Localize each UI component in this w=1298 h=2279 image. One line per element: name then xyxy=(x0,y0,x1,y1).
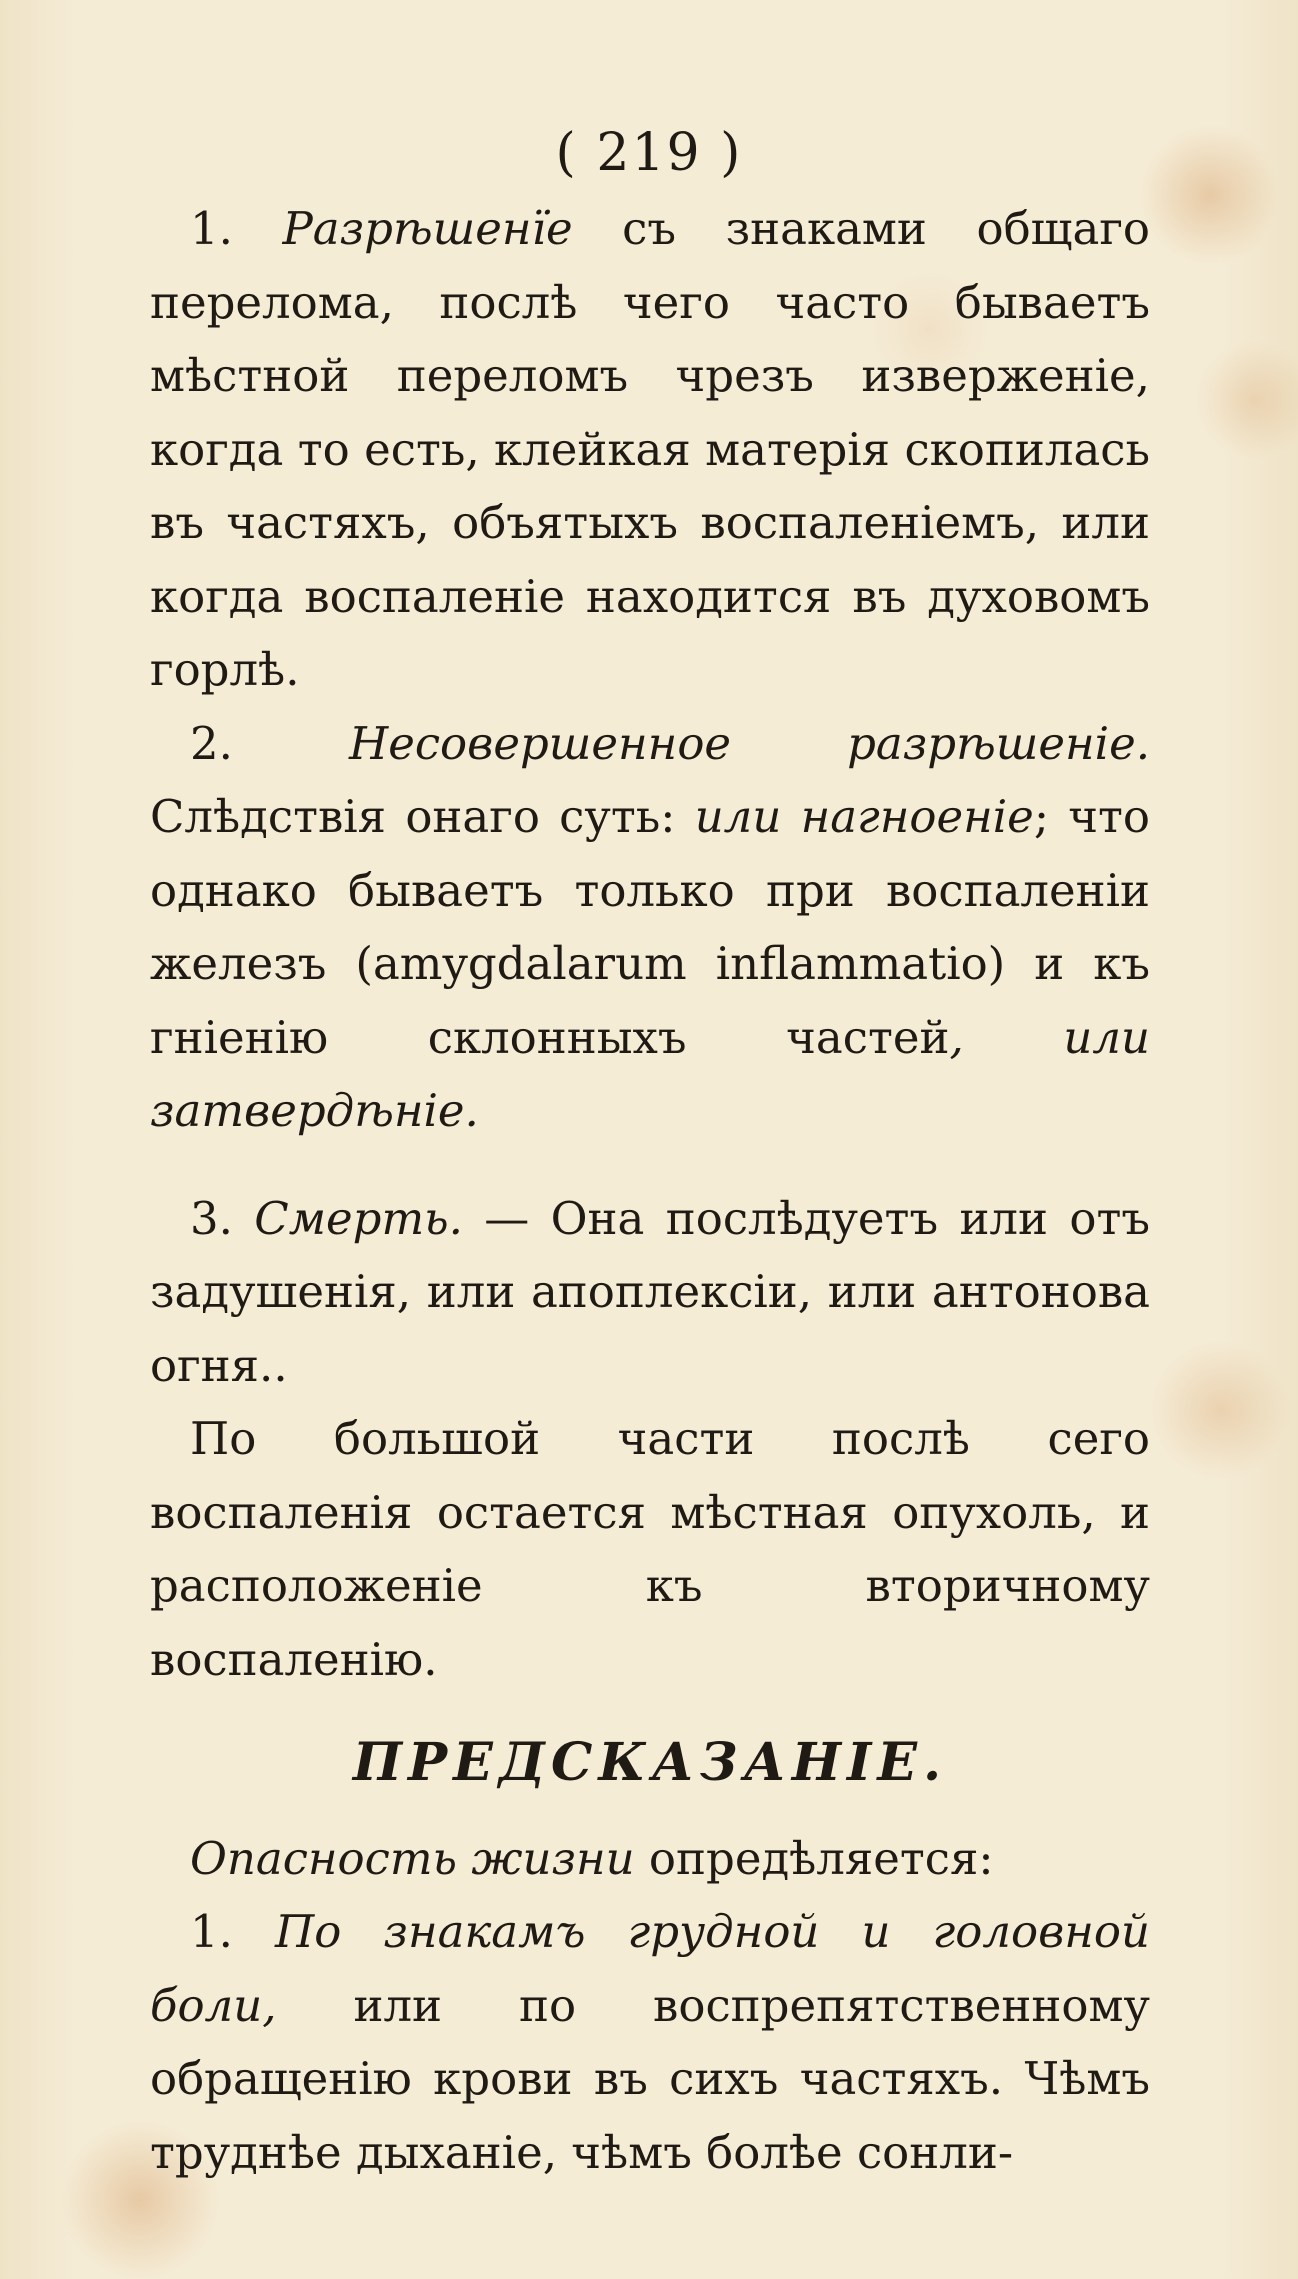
term-signs: По знакамъ грудной и головной боли, xyxy=(150,1905,1150,2032)
paragraph-aftermath xyxy=(150,1402,1150,1696)
paragraph-signs xyxy=(150,1895,1150,2189)
page-text xyxy=(150,192,1150,2189)
paragraph-resolution xyxy=(150,192,1150,707)
paragraph-text: — Она послѣдуетъ или отъ задушенія, или апоплексіи, или антонова огня.. xyxy=(150,1191,1150,1392)
item-number: 2. xyxy=(190,716,233,770)
paragraph-text: опредѣляется: xyxy=(634,1831,994,1885)
item-number: 1. xyxy=(190,202,233,255)
term-resolution: Разрѣшенїе xyxy=(282,202,573,255)
paragraph-danger xyxy=(150,1822,1150,1896)
paragraph-text: По большой части послѣ сего воспаленія остается мѣстная опухоль, и расположеніе къ вторичному воспаленію. xyxy=(150,1412,1150,1686)
item-number: 1. xyxy=(190,1905,233,1958)
term-death: Смерть. xyxy=(254,1191,463,1245)
paragraph-text: съ знаками общаго перелома, послѣ чего часто бываетъ мѣстной переломъ чрезъ изверженіе, когда то есть, клейкая матерія скопилась въ частяхъ, объятыхъ воспаленіемъ, или когда воспаленіе находится въ духовомъ горлѣ. xyxy=(150,202,1150,696)
section-heading: ПРЕДСКАЗАНІЕ. xyxy=(352,1732,948,1793)
page-number: ( 219 ) xyxy=(555,123,743,183)
paragraph-death xyxy=(150,1182,1150,1403)
paragraph-text: или по воспрепятственному обращенію крови въ сихъ частяхъ. Чѣмъ труднѣе дыханіе, чѣмъ болѣе сонли- xyxy=(150,1978,1150,2179)
paragraph-text: ; что однако бываетъ только при воспаленіи железъ (amygdalarum inflammatio) и къ гніенію склонныхъ частей xyxy=(150,790,1150,1064)
term-incomplete-resolution: Несовершенное разрѣшеніе. xyxy=(348,716,1150,770)
term-danger-of-life: Опасность жизни xyxy=(190,1831,635,1885)
term-induration: , или затвердѣніе. xyxy=(150,1010,1150,1137)
paragraph-text: Слѣдствія онаго суть: xyxy=(150,790,695,843)
paragraph-incomplete-resolution xyxy=(150,707,1150,1148)
term-suppuration: или нагноеніе xyxy=(694,790,1034,843)
item-number: 3. xyxy=(190,1191,233,1245)
